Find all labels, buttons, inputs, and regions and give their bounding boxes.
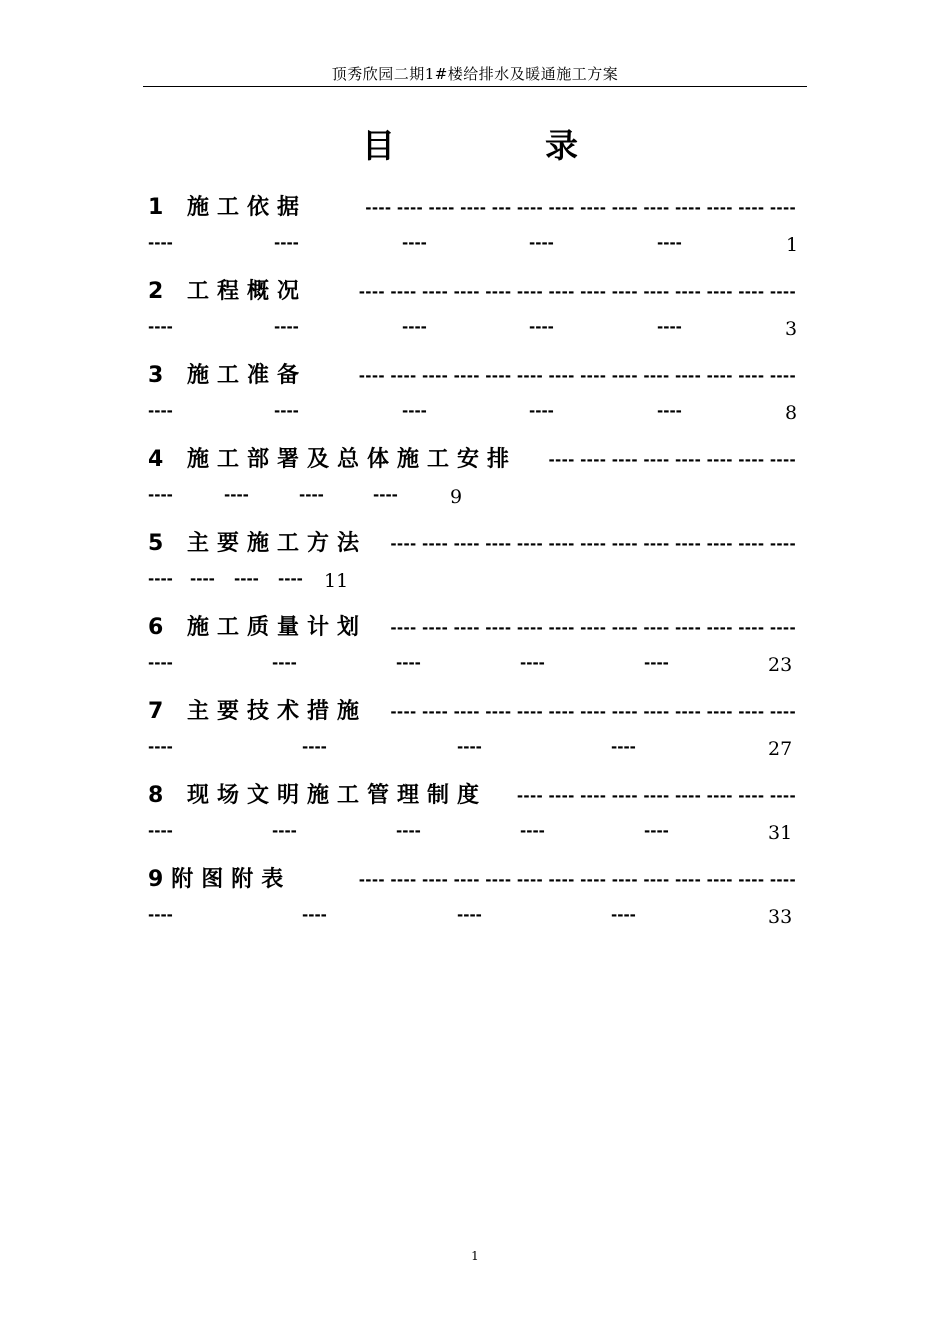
toc-entry-label: 8 现场文明施工管理制度	[148, 783, 487, 808]
leader-dash: ----	[190, 570, 215, 588]
leader-dash: ----	[148, 402, 173, 420]
leader-dash: ----	[402, 318, 427, 336]
leader-dash: ----	[148, 906, 173, 924]
toc-entry-8[interactable]	[148, 780, 796, 864]
toc-entry-9[interactable]	[148, 864, 796, 948]
toc-entry-continuation	[148, 396, 796, 426]
leader-dash: ----	[148, 654, 173, 672]
leader-dash: ----	[302, 906, 327, 924]
toc-entry-continuation	[148, 312, 796, 342]
leader-dash: ----	[234, 570, 259, 588]
leader-dash: ----	[657, 318, 682, 336]
leader-dash: ----	[224, 486, 249, 504]
leader-dash: ----	[148, 738, 173, 756]
toc-entry-continuation	[148, 648, 796, 678]
toc-entry-label: 3 施工准备	[148, 363, 307, 388]
leader-dash: ----	[402, 402, 427, 420]
leader-dash: ----	[148, 822, 173, 840]
toc-entry-continuation	[148, 732, 796, 762]
leader-dash: ----	[520, 822, 545, 840]
leader-dash: ----	[396, 822, 421, 840]
toc-entry-label: 2 工程概况	[148, 279, 307, 304]
leader-dash: ----	[611, 738, 636, 756]
leader-dash: ----	[644, 654, 669, 672]
leader-dash: ----	[644, 822, 669, 840]
leader-dash: ----	[457, 738, 482, 756]
toc-entry-page: 11	[324, 570, 349, 592]
toc-entry-label: 6 施工质量计划	[148, 615, 367, 640]
toc-entry-continuation	[148, 228, 799, 258]
toc-entry-leader: ---- ---- ---- ---- ---- ---- ---- ----	[548, 451, 796, 469]
toc-entry-leader: ---- ---- ---- ---- ---- ---- ---- ---- ---- ---- ---- ---- ----	[390, 703, 796, 721]
leader-dash: ----	[657, 402, 682, 420]
toc-entry-label: 5 主要施工方法	[148, 531, 367, 556]
leader-dash: ----	[148, 318, 173, 336]
leader-dash: ----	[402, 234, 427, 252]
toc-entry-continuation	[148, 564, 796, 594]
toc-entry-page: 3	[785, 318, 798, 340]
leader-dash: ----	[274, 234, 299, 252]
toc-entry-leader: ---- ---- ---- ---- ---- ---- ---- ---- ----	[516, 787, 796, 805]
leader-dash: ----	[396, 654, 421, 672]
toc-entry-leader: ---- ---- ---- ---- ---- ---- ---- ---- ---- ---- ---- ---- ----	[390, 619, 796, 637]
toc-entry-leader: ---- ---- ---- ---- ---- ---- ---- ---- ---- ---- ---- ---- ----	[390, 535, 796, 553]
leader-dash: ----	[274, 402, 299, 420]
leader-dash: ----	[529, 402, 554, 420]
toc-entry-page: 23	[768, 654, 793, 676]
toc-entry-label: 1 施工依据	[148, 195, 307, 220]
leader-dash: ----	[274, 318, 299, 336]
toc-entry-page: 31	[768, 822, 793, 844]
toc-entry-3[interactable]	[148, 360, 796, 444]
toc-entry-leader: ---- ---- ---- ---- ---- ---- ---- ---- ---- ---- ---- ---- ---- ----	[358, 283, 796, 301]
toc-entry-leader: ---- ---- ---- ---- ---- ---- ---- ---- ---- ---- ---- ---- ---- ----	[358, 367, 796, 385]
toc-entry-page: 9	[450, 486, 463, 508]
toc-entry-label: 4 施工部署及总体施工安排	[148, 447, 517, 472]
toc-title-char-2: 录	[545, 126, 578, 165]
toc-entry-1[interactable]	[148, 192, 799, 276]
toc-entry-label: 9附图附表	[148, 867, 292, 892]
toc-entry-7[interactable]	[148, 696, 796, 780]
toc-entry-leader: ---- ---- ---- ---- ---- ---- ---- ---- ---- ---- ---- ---- ---- ----	[358, 871, 796, 889]
leader-dash: ----	[529, 234, 554, 252]
leader-dash: ----	[272, 822, 297, 840]
leader-dash: ----	[299, 486, 324, 504]
toc-entry-page: 8	[785, 402, 798, 424]
leader-dash: ----	[520, 654, 545, 672]
page-header-title: 顶秀欣园二期1#楼给排水及暖通施工方案	[331, 65, 619, 83]
toc-entry-continuation	[148, 480, 796, 510]
toc-entry-5[interactable]	[148, 528, 796, 612]
leader-dash: ----	[373, 486, 398, 504]
toc-title-char-1: 目	[362, 126, 395, 165]
toc-entry-2[interactable]	[148, 276, 796, 360]
leader-dash: ----	[272, 654, 297, 672]
toc-entry-page: 1	[786, 234, 799, 256]
leader-dash: ----	[148, 234, 173, 252]
toc-entry-continuation	[148, 900, 796, 930]
toc-entry-label: 7 主要技术措施	[148, 699, 367, 724]
leader-dash: ----	[278, 570, 303, 588]
leader-dash: ----	[657, 234, 682, 252]
toc-entry-6[interactable]	[148, 612, 796, 696]
leader-dash: ----	[611, 906, 636, 924]
leader-dash: ----	[529, 318, 554, 336]
toc-entry-page: 33	[768, 906, 793, 928]
toc-entry-leader: ---- ---- ---- ---- --- ---- ---- ---- ---- ---- ---- ---- ---- ----	[365, 199, 796, 217]
footer-page-number: 1	[471, 1249, 479, 1263]
leader-dash: ----	[302, 738, 327, 756]
leader-dash: ----	[148, 570, 173, 588]
header-rule	[143, 86, 807, 87]
leader-dash: ----	[457, 906, 482, 924]
toc-entry-page: 27	[768, 738, 793, 760]
toc-entry-continuation	[148, 816, 796, 846]
toc-entry-4[interactable]	[148, 444, 796, 528]
leader-dash: ----	[148, 486, 173, 504]
toc-title	[0, 124, 950, 168]
